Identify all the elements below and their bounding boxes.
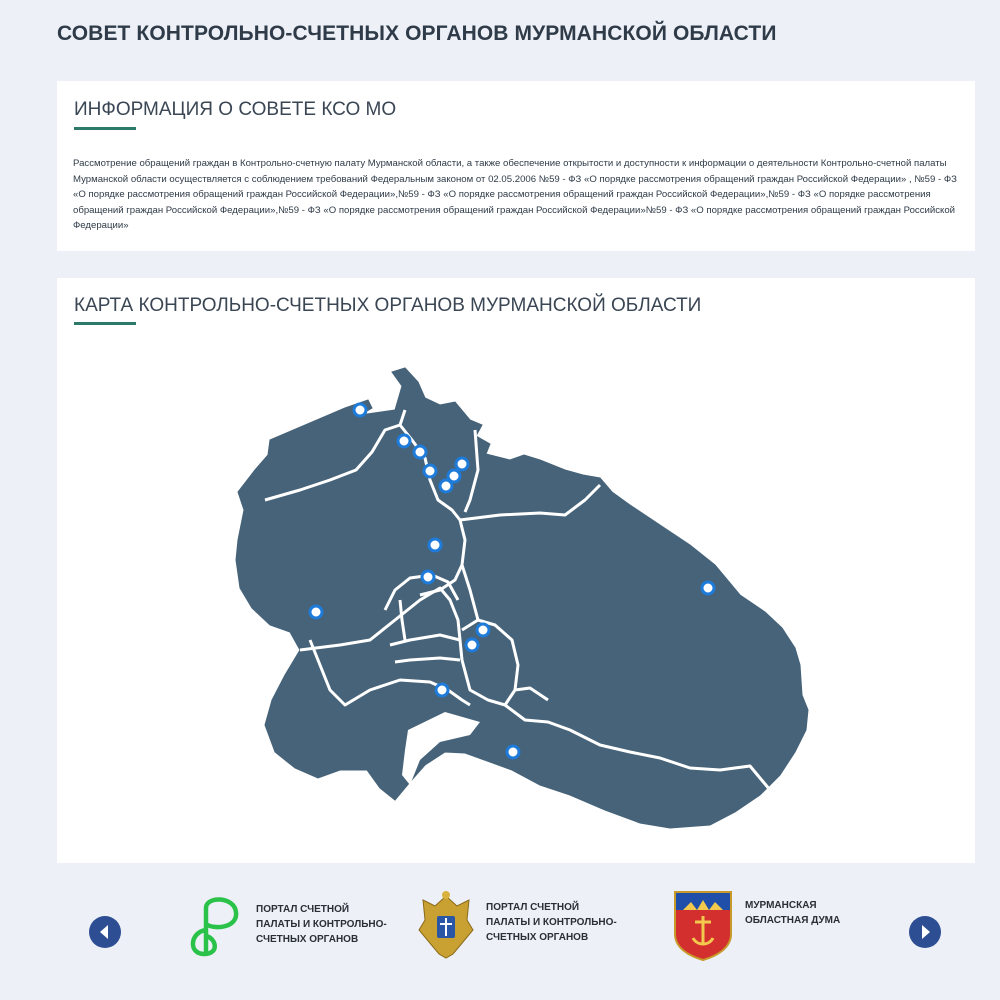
green-loop-logo [184,890,248,962]
partner-label: ПОРТАЛ СЧЕТНОЙ ПАЛАТЫ И КОНТРОЛЬНО-СЧЕТНЫХ ОРГАНОВ [486,902,617,943]
carousel-next-button[interactable] [909,916,941,948]
map-marker[interactable] [477,624,489,636]
map-marker[interactable] [456,458,468,470]
info-section-title: ИНФОРМАЦИЯ О СОВЕТЕ КСО МО [74,99,397,120]
map-marker[interactable] [422,571,434,583]
map-marker[interactable] [440,480,452,492]
chevron-left-icon [89,916,121,948]
partner-label: МУРМАНСКАЯ ОБЛАСТНАЯ ДУМА [745,900,841,926]
map-marker[interactable] [398,435,410,447]
partner-link-regional-duma[interactable] [673,890,873,970]
chevron-right-icon [909,916,941,948]
map-marker[interactable] [702,582,714,594]
map-marker[interactable] [466,639,478,651]
partner-label: ПОРТАЛ СЧЕТНОЙ ПАЛАТЫ И КОНТРОЛЬНО-СЧЕТНЫХ ОРГАНОВ [256,904,387,945]
title-underline [74,127,136,130]
map-marker[interactable] [424,465,436,477]
map-card [57,278,975,863]
map-landmass[interactable] [236,368,808,828]
map-marker[interactable] [429,539,441,551]
region-shapes [236,368,808,828]
carousel-prev-button[interactable] [89,916,121,948]
info-text: Рассмотрение обращений граждан в Контрольно-счетную палату Мурманской области, а также обеспечение открытости и доступности к информации о деятельности Контрольно-счетной палаты Мурманской области осуществляется с соблюдением требований Федеральным законом от 02.05.2006 №59 - ФЗ «О порядке рассмотрения обращений граждан Российской Федерации» , №59 - ФЗ «О порядке рассмотрения обращений граждан Российской Федерации»,№59 - ФЗ «О порядке рассмотрения обращений граждан Российской Федерации»,№59 - ФЗ «О порядке рассмотрения обращений граждан Российской Федерации»,№59 - ФЗ «О порядке рассмотрения обращений граждан Российской Федерации»№59 - ФЗ «О порядке рассмотрения обращений граждан Российской Федерации» [73,158,957,231]
map-marker[interactable] [354,404,366,416]
info-card [57,81,975,251]
partner-link-control-bodies-portal[interactable] [413,890,633,970]
map-marker[interactable] [507,746,519,758]
coat-of-arms-russia-logo [413,890,479,962]
map-section-title: КАРТА КОНТРОЛЬНО-СЧЕТНЫХ ОРГАНОВ МУРМАНСКОЙ ОБЛАСТИ [74,295,702,316]
partner-link-accounts-chamber-portal[interactable] [184,890,404,970]
murmansk-coat-of-arms-logo [673,890,733,962]
region-map[interactable] [57,278,975,863]
map-marker[interactable] [310,606,322,618]
map-marker[interactable] [414,446,426,458]
page-title: СОВЕТ КОНТРОЛЬНО-СЧЕТНЫХ ОРГАНОВ МУРМАНСКОЙ ОБЛАСТИ [57,22,777,45]
map-marker[interactable] [436,684,448,696]
